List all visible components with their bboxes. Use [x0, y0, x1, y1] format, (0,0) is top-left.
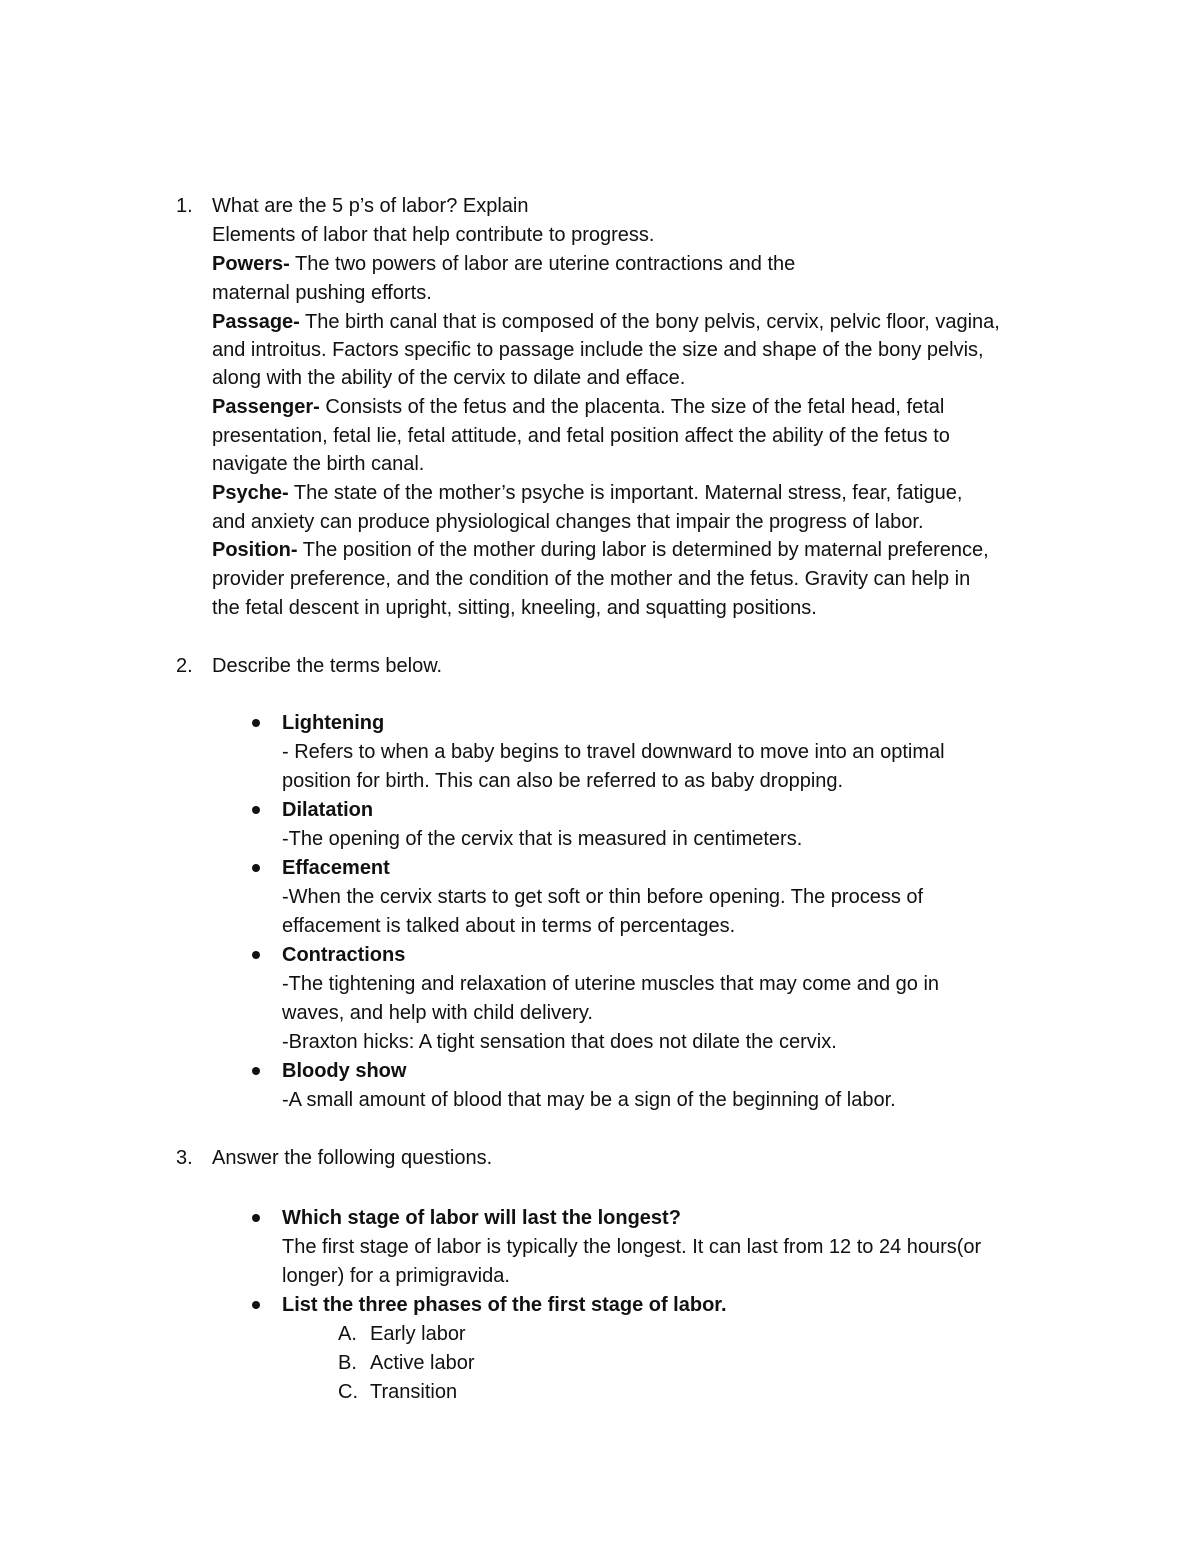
dilatation-text-1: -The opening of the cervix that is measured in centimeters.: [282, 828, 803, 850]
effacement-text-1: -When the cervix starts to get soft or thin before opening. The process of: [282, 886, 924, 908]
q3-question: Answer the following questions.: [212, 1147, 493, 1169]
phase-active-labor: Active labor: [370, 1352, 475, 1374]
contractions-text-3: -Braxton hicks: A tight sensation that does not dilate the cervix.: [282, 1031, 837, 1053]
q3-item-1-question: Which stage of labor will last the longest?: [282, 1207, 681, 1229]
passage-term: Passage-: [212, 311, 300, 333]
psyche-term: Psyche-: [212, 482, 289, 504]
position-text-3: the fetal descent in upright, sitting, kneeling, and squatting positions.: [212, 597, 817, 619]
q3-number: 3.: [176, 1147, 193, 1169]
bullet-icon: [252, 806, 260, 814]
q3-item-2-question: List the three phases of the first stage of labor.: [282, 1294, 727, 1316]
passage-text-2: and introitus. Factors specific to passage include the size and shape of the bony pelvis,: [212, 339, 984, 361]
lightening-text-1: - Refers to when a baby begins to travel downward to move into an optimal: [282, 741, 945, 763]
q1-intro: Elements of labor that help contribute to progress.: [212, 224, 655, 246]
effacement-text-2: effacement is talked about in terms of percentages.: [282, 915, 736, 937]
passage-text-3: along with the ability of the cervix to dilate and efface.: [212, 367, 686, 389]
powers-text-1: The two powers of labor are uterine contractions and the: [289, 253, 796, 275]
q1-number: 1.: [176, 195, 193, 217]
contractions-text-1: -The tightening and relaxation of uterine muscles that may come and go in: [282, 973, 940, 995]
phase-transition: Transition: [370, 1381, 458, 1403]
powers-definition: [212, 254, 795, 274]
term-lightening: Lightening: [282, 712, 385, 734]
term-bloody-show: Bloody show: [282, 1060, 407, 1082]
q2-question: Describe the terms below.: [212, 655, 443, 677]
position-definition: [212, 540, 989, 560]
bullet-icon: [252, 1301, 260, 1309]
psyche-text-1: The state of the mother’s psyche is important. Maternal stress, fear, fatigue,: [288, 482, 963, 504]
q3-item-1-answer-1: The first stage of labor is typically the longest. It can last from 12 to 24 hours(or: [282, 1236, 982, 1258]
bullet-icon: [252, 1214, 260, 1222]
bullet-icon: [252, 864, 260, 872]
phase-early-labor: Early labor: [370, 1323, 466, 1345]
passenger-definition: [212, 397, 944, 417]
passenger-text-1: Consists of the fetus and the placenta. The size of the fetal head, fetal: [319, 396, 945, 418]
passenger-text-2: presentation, fetal lie, fetal attitude, and fetal position affect the ability of the fetus to: [212, 425, 950, 447]
powers-term: Powers-: [212, 253, 290, 275]
passenger-text-3: navigate the birth canal.: [212, 453, 425, 475]
bullet-icon: [252, 951, 260, 959]
bloody-show-text-1: -A small amount of blood that may be a sign of the beginning of labor.: [282, 1089, 896, 1111]
term-dilatation: Dilatation: [282, 799, 374, 821]
contractions-text-2: waves, and help with child delivery.: [282, 1002, 593, 1024]
term-effacement: Effacement: [282, 857, 390, 879]
psyche-definition: [212, 483, 962, 503]
lightening-text-2: position for birth. This can also be referred to as baby dropping.: [282, 770, 844, 792]
psyche-text-2: and anxiety can produce physiological changes that impair the progress of labor.: [212, 511, 924, 533]
q2-number: 2.: [176, 655, 193, 677]
position-text-1: The position of the mother during labor is determined by maternal preference,: [297, 539, 989, 561]
phase-letter-a: A.: [338, 1323, 357, 1345]
q3-item-1-answer-2: longer) for a primigravida.: [282, 1265, 510, 1287]
passage-text-1: The birth canal that is composed of the bony pelvis, cervix, pelvic floor, vagina,: [299, 311, 1000, 333]
bullet-icon: [252, 719, 260, 727]
q1-question: What are the 5 p’s of labor? Explain: [212, 195, 529, 217]
powers-text-2: maternal pushing efforts.: [212, 282, 432, 304]
position-term: Position-: [212, 539, 298, 561]
position-text-2: provider preference, and the condition of the mother and the fetus. Gravity can help in: [212, 568, 971, 590]
phase-letter-c: C.: [338, 1381, 358, 1403]
passenger-term: Passenger-: [212, 396, 320, 418]
passage-definition: [212, 312, 1000, 332]
bullet-icon: [252, 1067, 260, 1075]
phase-letter-b: B.: [338, 1352, 357, 1374]
term-contractions: Contractions: [282, 944, 406, 966]
